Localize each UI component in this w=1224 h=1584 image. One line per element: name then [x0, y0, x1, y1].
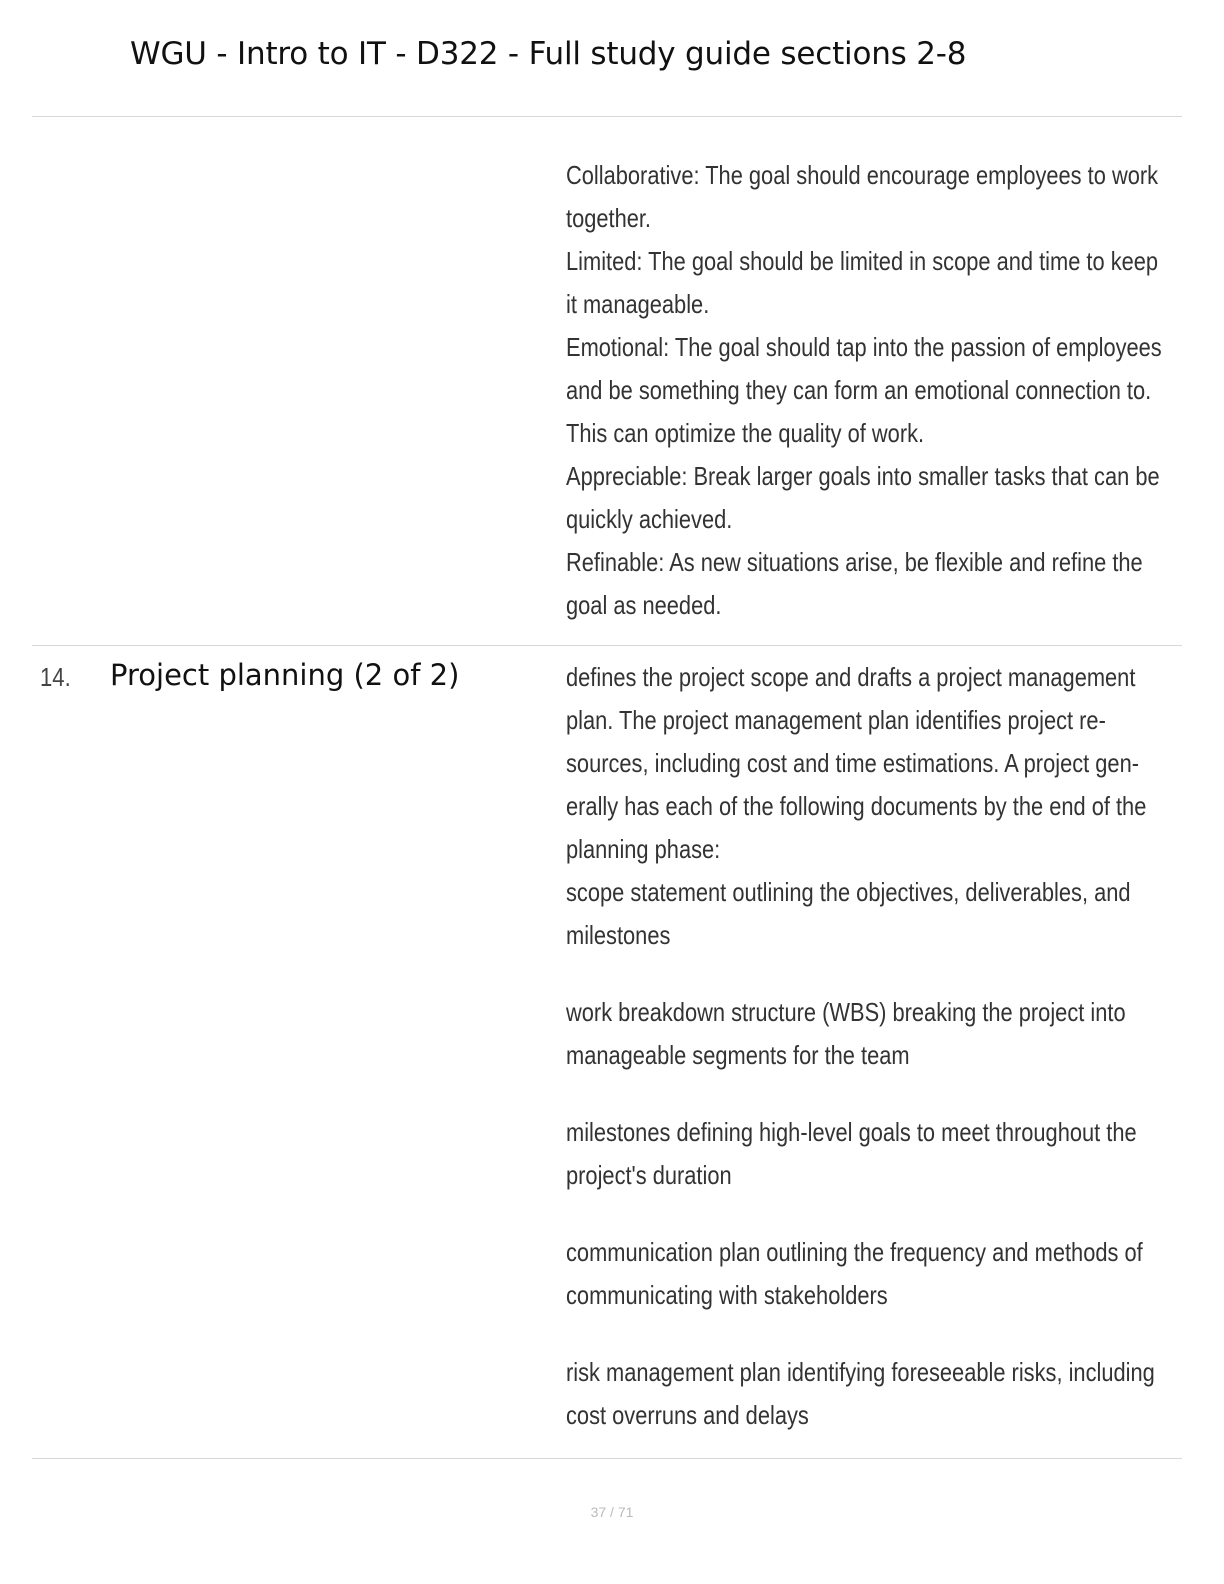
card-definition	[566, 656, 1166, 1437]
definition-line: Emotional: The goal should tap into the passion of employees	[566, 332, 1162, 362]
paragraph-gap	[566, 1077, 1166, 1111]
card-divider	[32, 645, 1182, 646]
paragraph-gap	[566, 957, 1166, 991]
page-number: 37 / 71	[590, 1504, 634, 1520]
definition-line: work breakdown structure (WBS) breaking the project into	[566, 997, 1126, 1027]
definition-line: and be something they can form an emotional connection to.	[566, 375, 1152, 405]
definition-line: manageable segments for the team	[566, 1040, 910, 1070]
definition-line: milestones defining high-level goals to meet throughout the	[566, 1117, 1137, 1147]
definition-line: planning phase:	[566, 834, 721, 864]
definition-line: risk management plan identifying foreseeable risks, including	[566, 1357, 1155, 1387]
paragraph-gap	[566, 1197, 1166, 1231]
definition-line: it manageable.	[566, 289, 710, 319]
definition-line: Refinable: As new situations arise, be flexible and refine the	[566, 547, 1143, 577]
definition-line: Collaborative: The goal should encourage employees to work	[566, 160, 1159, 190]
definition-line: scope statement outlining the objectives, deliverables, and	[566, 877, 1131, 907]
definition-line: project's duration	[566, 1160, 732, 1190]
definition-line: This can optimize the quality of work.	[566, 418, 925, 448]
document-title: WGU - Intro to IT - D322 - Full study guide sections 2-8	[130, 36, 967, 72]
definition-line: communicating with stakeholders	[566, 1280, 888, 1310]
definition-line: plan. The project management plan identifies project re-	[566, 705, 1106, 735]
definition-line: communication plan outlining the frequency and methods of	[566, 1237, 1143, 1267]
definition-line: erally has each of the following documents by the end of the	[566, 791, 1147, 821]
card-term: Project planning (2 of 2)	[110, 658, 460, 692]
definition-line: milestones	[566, 920, 671, 950]
definition-line: cost overruns and delays	[566, 1400, 809, 1430]
card-divider	[32, 1458, 1182, 1459]
definition-line: together.	[566, 203, 652, 233]
definition-line: Appreciable: Break larger goals into smaller tasks that can be	[566, 461, 1160, 491]
definition-line: Limited: The goal should be limited in scope and time to keep	[566, 246, 1159, 276]
header-divider	[32, 116, 1182, 117]
definition-line: sources, including cost and time estimations. A project gen-	[566, 748, 1139, 778]
definition-line: defines the project scope and drafts a project management	[566, 662, 1136, 692]
definition-line: quickly achieved.	[566, 504, 733, 534]
definition-line: goal as needed.	[566, 590, 722, 620]
card-number: 14.	[40, 662, 71, 692]
paragraph-gap	[566, 1317, 1166, 1351]
continued-definition	[566, 154, 1166, 627]
